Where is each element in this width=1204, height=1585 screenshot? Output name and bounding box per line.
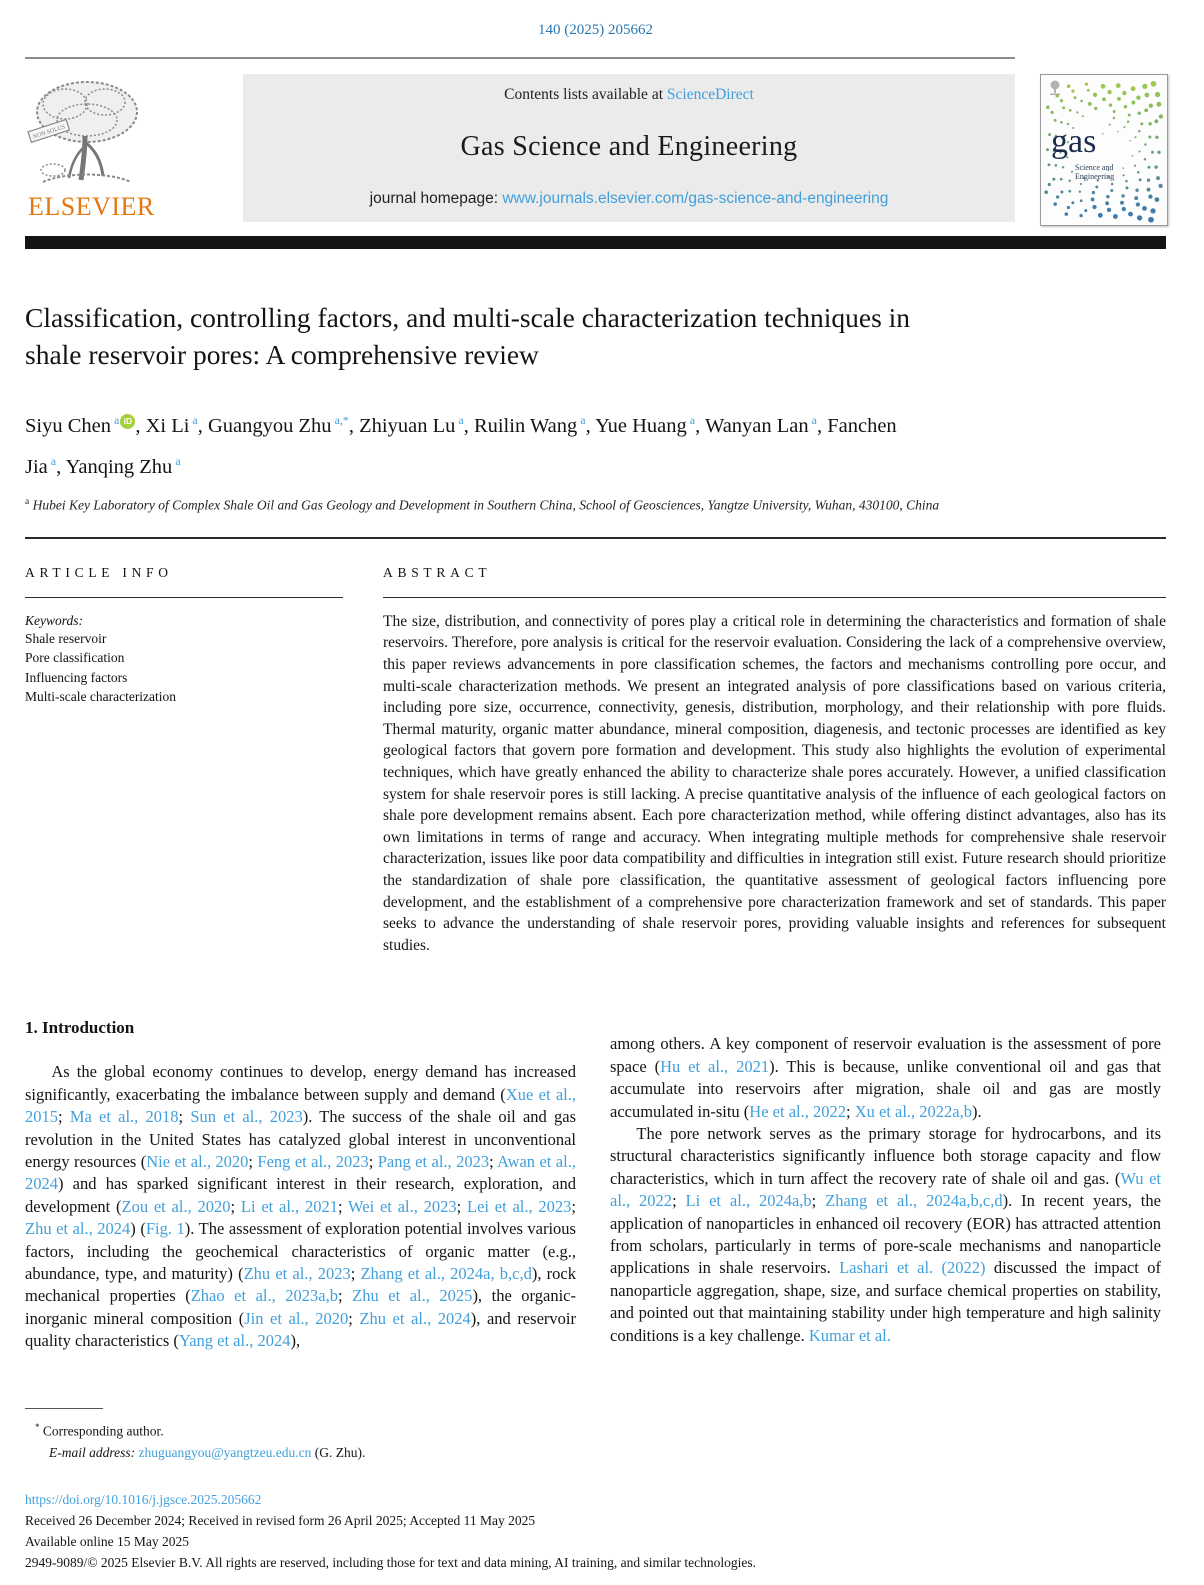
affiliation: $^a$ Hubei Key Laboratory of Complex Shale Oil and Gas Geology and Development in Southern China, School of Geosciences, Yangtze University, Wuhan, 430100, China <box>25 496 940 513</box>
author-name: Yue Huang <box>595 414 687 437</box>
author-affiliation-sup: a <box>808 413 817 427</box>
citation-link[interactable]: Xu et al., 2022a,b <box>854 1101 973 1121</box>
citation-link[interactable]: Zhu et al., 2024 <box>359 1308 471 1328</box>
introduction-heading: 1. Introduction <box>25 1018 135 1038</box>
author-affiliation-sup: a <box>577 413 586 427</box>
orcid-icon[interactable]: iD <box>120 414 135 429</box>
keywords-label: Keywords: <box>25 612 83 628</box>
article-footer <box>25 1408 1166 1573</box>
author-affiliation-sup: a <box>47 453 57 468</box>
citation-link[interactable]: Lei et al., 2023 <box>466 1196 572 1216</box>
cover-journal-subtitle: Science and Engineering <box>1075 163 1115 181</box>
contents-line: Contents lists available at ScienceDirect <box>504 86 754 103</box>
keyword-item: Multi-scale characterization <box>25 689 177 705</box>
journal-title: Gas Science and Engineering <box>460 131 798 162</box>
article-info-section <box>25 565 343 957</box>
journal-cover-thumbnail[interactable] <box>1040 74 1168 226</box>
citation-link[interactable]: Awan et al., 2024 <box>25 1151 576 1194</box>
sciencedirect-link[interactable]: ScienceDirect <box>666 86 754 103</box>
cover-elsevier-mark <box>1048 80 1062 101</box>
journal-homepage-link[interactable]: www.journals.elsevier.com/gas-science-and-engineering <box>502 190 889 207</box>
article-info-heading: ARTICLE INFO <box>25 564 173 580</box>
introduction-section <box>25 1018 1166 1352</box>
abstract-section <box>383 565 1166 957</box>
author-affiliation-sup: a <box>455 413 464 427</box>
doi-line <box>25 1489 1166 1510</box>
svg-text:NON SOLUS: NON SOLUS <box>32 124 67 141</box>
citation-link[interactable]: He et al., 2022 <box>749 1101 846 1121</box>
available-online: Available online 15 May 2025 <box>25 1533 189 1549</box>
citation-link[interactable]: Nie et al., 2020 <box>146 1151 249 1171</box>
copyright-line: 2949-9089/© 2025 Elsevier B.V. All rights are reserved, including those for text and data mining, AI training, and similar technologies. <box>25 1554 756 1570</box>
author-name: Xi Li <box>145 414 190 437</box>
citation-link[interactable]: Yang et al., 2024 <box>178 1331 291 1351</box>
author-name: Yanqing Zhu <box>65 455 173 478</box>
received-dates: Received 26 December 2024; Received in revised form 26 April 2025; Accepted 11 May 2025 <box>25 1512 536 1528</box>
citation-link[interactable]: Sun et al., 2023 <box>190 1107 303 1127</box>
abstract-heading: ABSTRACT <box>383 564 492 580</box>
corresponding-author-note: * Corresponding author. <box>35 1422 164 1439</box>
author-affiliation-sup: a,* <box>331 413 349 427</box>
citation-link[interactable]: Wei et al., 2023 <box>348 1196 457 1216</box>
issue-line: 140 (2025) 205662 <box>538 22 653 38</box>
author-affiliation-sup: a <box>686 413 696 427</box>
author-name: Siyu Chen <box>25 414 111 437</box>
citation-link[interactable]: Zhu et al., 2025 <box>352 1286 473 1306</box>
author-affiliation-sup: a <box>111 413 120 427</box>
author-name: Guangyou Zhu <box>208 414 332 437</box>
homepage-line: journal homepage: www.journals.elsevier.com/gas-science-and-engineering <box>369 190 889 207</box>
keyword-item: Influencing factors <box>25 669 128 685</box>
citation-link[interactable]: Zhu et al., 2024 <box>25 1219 131 1239</box>
citation-link[interactable]: Hu et al., 2021 <box>660 1056 770 1076</box>
citation-link[interactable]: Feng et al., 2023 <box>257 1151 369 1171</box>
citation-link[interactable]: Wu et al., 2022 <box>610 1168 1161 1211</box>
intro-paragraph: among others. A key component of reservoir evaluation is the assessment of pore space (Hu et al., 2021). This is because, unlike conventional oil and gas that accumulate into reservoirs after migration, shale oil and gas are mostly accumulated in-situ (He et al., 2022; Xu et al., 2022a,b). <box>610 1034 1161 1121</box>
author-name: Zhiyuan Lu <box>359 414 456 437</box>
journal-banner <box>25 57 1166 226</box>
citation-link[interactable]: Li et al., 2024a,b <box>685 1191 812 1211</box>
journal-masthead <box>243 74 1015 222</box>
citation-link[interactable]: Lashari et al. (2022) <box>839 1258 986 1278</box>
author-affiliation-sup: a <box>172 453 181 468</box>
footnote-divider <box>25 1408 103 1409</box>
section-divider-bar <box>25 236 1166 249</box>
keywords-list <box>25 629 343 707</box>
email-link[interactable]: zhuguangyou@yangtzeu.edu.cn <box>138 1444 312 1460</box>
intro-paragraph: The pore network serves as the primary storage for hydrocarbons, and its structural characteristics significantly influence both storage capacity and flow characteristics, which in turn affect the recovery rate of shale oil and gas. (Wu et al., 2022; Li et al., 2024a,b; Zhang et al., 2024a,b,c,d). In recent years, the application of nanoparticles in enhanced oil recovery (EOR) has attracted attention from scholars, particularly in terms of pore-scale mechanisms and nanoparticle applications in shale reservoirs. Lashari et al. (2022) discussed the impact of nanoparticle aggregation, shape, size, and surface chemical properties on stability, and pointed out that maintaining stability under high temperature and high salinity conditions is a key challenge. Kumar et al. <box>610 1123 1161 1345</box>
citation-link[interactable]: Zhu et al., 2023 <box>243 1264 351 1283</box>
citation-link[interactable]: Kumar et al. <box>808 1325 891 1345</box>
keyword-item: Pore classification <box>25 650 125 666</box>
elsevier-wordmark: ELSEVIER <box>28 192 155 221</box>
author-name: Fanchen Jia <box>25 414 897 478</box>
citation-link[interactable]: Zou et al., 2020 <box>121 1196 231 1216</box>
citation-link[interactable]: Zhang et al., 2024a,b,c,d <box>825 1191 1003 1211</box>
intro-paragraph: As the global economy continues to develop, energy demand has increased significantly, exacerbating the imbalance between supply and demand (Xue et al., 2015; Ma et al., 2018; Sun et al., 2023). The success of the shale oil and gas revolution in the United States has catalyzed global interest in unconventional energy resources (Nie et al., 2020; Feng et al., 2023; Pang et al., 2023; Awan et al., 2024) and has sparked significant interest in their research, exploration, and development (Zou et al., 2020; Li et al., 2021; Wei et al., 2023; Lei et al., 2023; Zhu et al., 2024) (Fig. 1). The assessment of exploration potential involves various factors, including the geochemical characteristics of organic matter (e.g., abundance, type, and maturity) (Zhu et al., 2023; Zhang et al., 2024a, b,c,d), rock mechanical properties (Zhao et al., 2023a,b; Zhu et al., 2025), the organic-inorganic mineral composition (Jin et al., 2020; Zhu et al., 2024), and reservoir quality characteristics (Yang et al., 2024), <box>25 1062 576 1351</box>
author-name: Ruilin Wang <box>473 414 578 437</box>
citation-link[interactable]: Xue et al., 2015 <box>25 1084 576 1127</box>
title-block-divider <box>25 537 1166 539</box>
citation-link[interactable]: Li et al., 2021 <box>240 1196 338 1216</box>
doi-link[interactable]: https://doi.org/10.1016/j.jgsce.2025.205662 <box>25 1491 262 1507</box>
citation-link[interactable]: Zhang et al., 2024a, b,c,d <box>360 1264 532 1283</box>
keyword-item: Shale reservoir <box>25 630 107 646</box>
elsevier-logo[interactable] <box>25 74 243 222</box>
citation-link[interactable]: Jin et al., 2020 <box>244 1308 349 1328</box>
citation-link[interactable]: Pang et al., 2023 <box>377 1151 490 1171</box>
citation-link[interactable]: Ma et al., 2018 <box>69 1107 179 1127</box>
citation-link[interactable]: Zhao et al., 2023a,b <box>190 1286 338 1306</box>
author-affiliation-sup: a <box>189 413 198 427</box>
author-name: Wanyan Lan <box>704 414 809 437</box>
email-line: E-mail address: zhuguangyou@yangtzeu.edu.cn (G. Zhu). <box>49 1444 366 1460</box>
abstract-text: The size, distribution, and connectivity of pores play a critical role in determining the characteristics and formation of shale reservoirs. Therefore, pore analysis is critical for the reservoir evaluation. Considering the lack of a comprehensive overview, this paper reviews advancements in pore classification schemes, the factors and mechanisms controlling pore occur, and multi-scale characterization methods. We present an integrated analysis of pore classifications based on various criteria, including pore size, occurrence, connectivity, genesis, distribution, morphology, and their relationship with pore fluids. Thermal maturity, organic matter abundance, mineral composition, diagenesis, and tectonic processes are identified as key geological factors that govern pore formation and development. This study also highlights the evolution of experimental techniques, which have greatly enhanced the ability to characterize shale pores accurately. However, a unified classification system for shale reservoir pores is still lacking. A precise quantitative analysis of the influence of each geological factors on shale pore development remains absent. Each pore characterization method, while offering distinct advantages, also has its own limitations in terms of range and accuracy. When integrating multiple methods for comprehensive shale reservoir characterization, issues like poor data compatibility and difficulties in integration still exist. Future research should prioritize the standardization of shale pore classification, the quantitative assessment of geological factors influencing pore development, and the establishment of a comprehensive pore characterization framework and set of standards. This paper seeks to advance the understanding of shale reservoir pores, providing valuable insights and references for subsequent studies. <box>383 612 1166 954</box>
article-title: Classification, controlling factors, and multi-scale characterization techniques in shale reservoir pores: A comprehensive review <box>25 302 911 370</box>
top-divider <box>25 57 1015 59</box>
citation-link[interactable]: Fig. 1 <box>145 1219 185 1239</box>
cover-journal-name: gas <box>1051 123 1097 160</box>
author-list: Siyu Chen $^a$ iD , Xi Li $^a$, Guangyou Zhu $^{a,*}$, Zhiyuan Lu $^a$, Ruilin Wang $^a$, Yue Huang $^a$, Wanyan Lan $^a$, Fanchen Jia $^a$, Yanqing Zhu $^a$ <box>25 413 897 478</box>
